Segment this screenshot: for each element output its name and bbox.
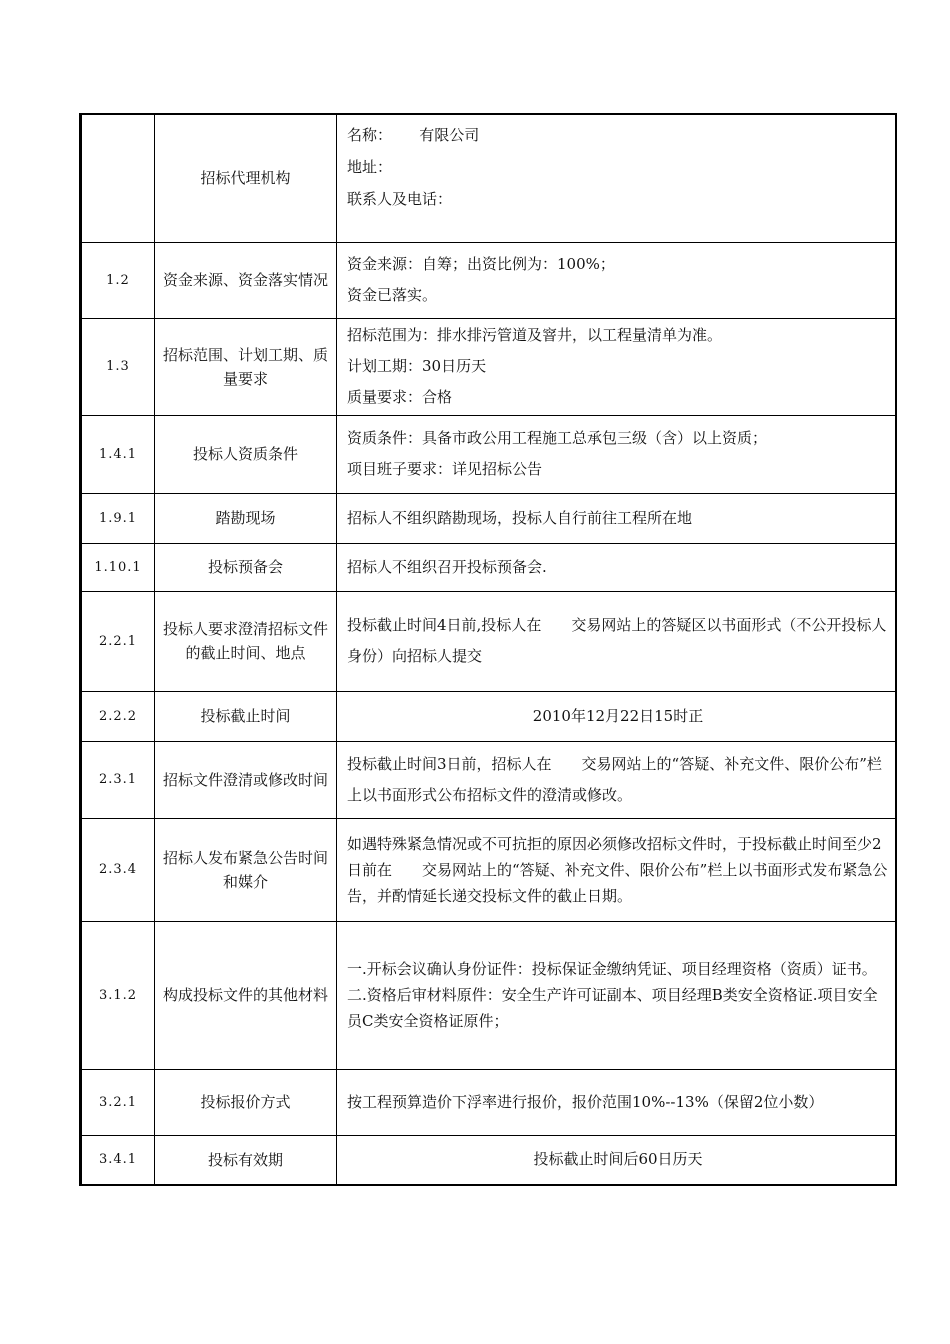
bid-deadline: 2010年12月22日15时正: [532, 706, 704, 725]
content-line: 如遇特殊紧急情况或不可抗拒的原因必须修改招标文件时，于投标截止时间至少2日前在 交易网站上的“答疑、补充文件、限价公布”栏上以书面形式发布紧急公告，并酌情延长递交投标文件的截止日期。: [347, 834, 888, 905]
content-line: 投标截止时间3日前，招标人在 交易网站上的“答疑、补充文件、限价公布”栏上以书面形式公布招标文件的澄清或修改。: [347, 754, 882, 804]
content-line: 招标人不组织召开投标预备会.: [347, 557, 547, 576]
clause-item: 投标人要求澄清招标文件的截止时间、地点: [155, 591, 337, 691]
table-row: [81, 114, 897, 242]
content-line: 按工程预算造价下浮率进行报价，报价范围10%--13%（保留2位小数）: [347, 1092, 824, 1111]
clause-content: [337, 1069, 897, 1135]
clause-item: 投标有效期: [155, 1135, 337, 1185]
content-line: 一.开标会议确认身份证件：投标保证金缴纳凭证、项目经理资格（资质）证书。: [347, 960, 877, 978]
table-row: [81, 691, 897, 741]
clause-number: 3.1.2: [81, 921, 155, 1069]
bid-validity: 投标截止时间后60日历天: [533, 1150, 703, 1169]
table-row: [81, 741, 897, 818]
tender-data-table: [79, 113, 897, 1186]
clause-item: 招标文件澄清或修改时间: [155, 741, 337, 818]
clause-item: 投标截止时间: [155, 691, 337, 741]
table-row: [81, 1135, 897, 1185]
clause-item: 招标代理机构: [155, 114, 337, 242]
clause-item: 踏勘现场: [155, 493, 337, 543]
clause-content: [337, 591, 897, 691]
table-row: [81, 415, 897, 493]
clause-content: [337, 741, 897, 818]
clause-content: [337, 415, 897, 493]
agency-contact: 联系人及电话：: [347, 190, 453, 208]
table-row: [81, 1069, 897, 1135]
clause-number: 1.10.1: [81, 543, 155, 591]
clause-number: 2.3.4: [81, 818, 155, 921]
clause-number: 1.4.1: [81, 415, 155, 493]
clause-content: [337, 691, 897, 741]
agency-name: 名称： 有限公司: [347, 126, 480, 144]
clause-number: 1.3: [81, 318, 155, 415]
clause-item: 资金来源、资金落实情况: [155, 242, 337, 318]
clause-content: [337, 493, 897, 543]
clause-item: 招标人发布紧急公告时间和媒介: [155, 818, 337, 921]
table-row: [81, 591, 897, 691]
clause-content: [337, 921, 897, 1069]
content-line: 招标范围为：排水排污管道及窨井，以工程量清单为准。: [347, 326, 723, 344]
clause-number: 3.2.1: [81, 1069, 155, 1135]
table-row: [81, 242, 897, 318]
content-line: 项目班子要求：详见招标公告: [347, 460, 543, 478]
clause-item: 投标报价方式: [155, 1069, 337, 1135]
clause-content: [337, 242, 897, 318]
content-line: 招标人不组织踏勘现场，投标人自行前往工程所在地: [347, 508, 693, 527]
table-row: [81, 818, 897, 921]
clause-number: [81, 114, 155, 242]
table-row: [81, 543, 897, 591]
clause-content: [337, 318, 897, 415]
clause-item: 构成投标文件的其他材料: [155, 921, 337, 1069]
clause-content: [337, 114, 897, 242]
clause-content: [337, 1135, 897, 1185]
clause-item: 投标人资质条件: [155, 415, 337, 493]
clause-item: 投标预备会: [155, 543, 337, 591]
clause-content: [337, 818, 897, 921]
clause-content: [337, 543, 897, 591]
clause-number: 2.2.2: [81, 691, 155, 741]
content-line: 计划工期：30日历天: [347, 357, 487, 375]
table-row: [81, 493, 897, 543]
clause-number: 1.2: [81, 242, 155, 318]
content-line: 二.资格后审材料原件：安全生产许可证副本、项目经理B类安全资格证.项目安全员C类安全资格证原件；: [347, 986, 878, 1030]
table-row: [81, 318, 897, 415]
content-line: 资金来源：自筹；出资比例为：100%；: [347, 255, 615, 273]
clause-number: 1.9.1: [81, 493, 155, 543]
content-line: 质量要求：合格: [347, 388, 453, 406]
table-row: [81, 921, 897, 1069]
content-line: 资质条件：具备市政公用工程施工总承包三级（含）以上资质；: [347, 429, 768, 447]
clause-number: 3.4.1: [81, 1135, 155, 1185]
clause-number: 2.3.1: [81, 741, 155, 818]
content-line: 投标截止时间4日前,投标人在 交易网站上的答疑区以书面形式（不公开投标人身份）向招标人提交: [347, 616, 887, 665]
content-line: 资金已落实。: [347, 286, 438, 304]
agency-address: 地址：: [347, 158, 393, 176]
clause-number: 2.2.1: [81, 591, 155, 691]
clause-item: 招标范围、计划工期、质量要求: [155, 318, 337, 415]
